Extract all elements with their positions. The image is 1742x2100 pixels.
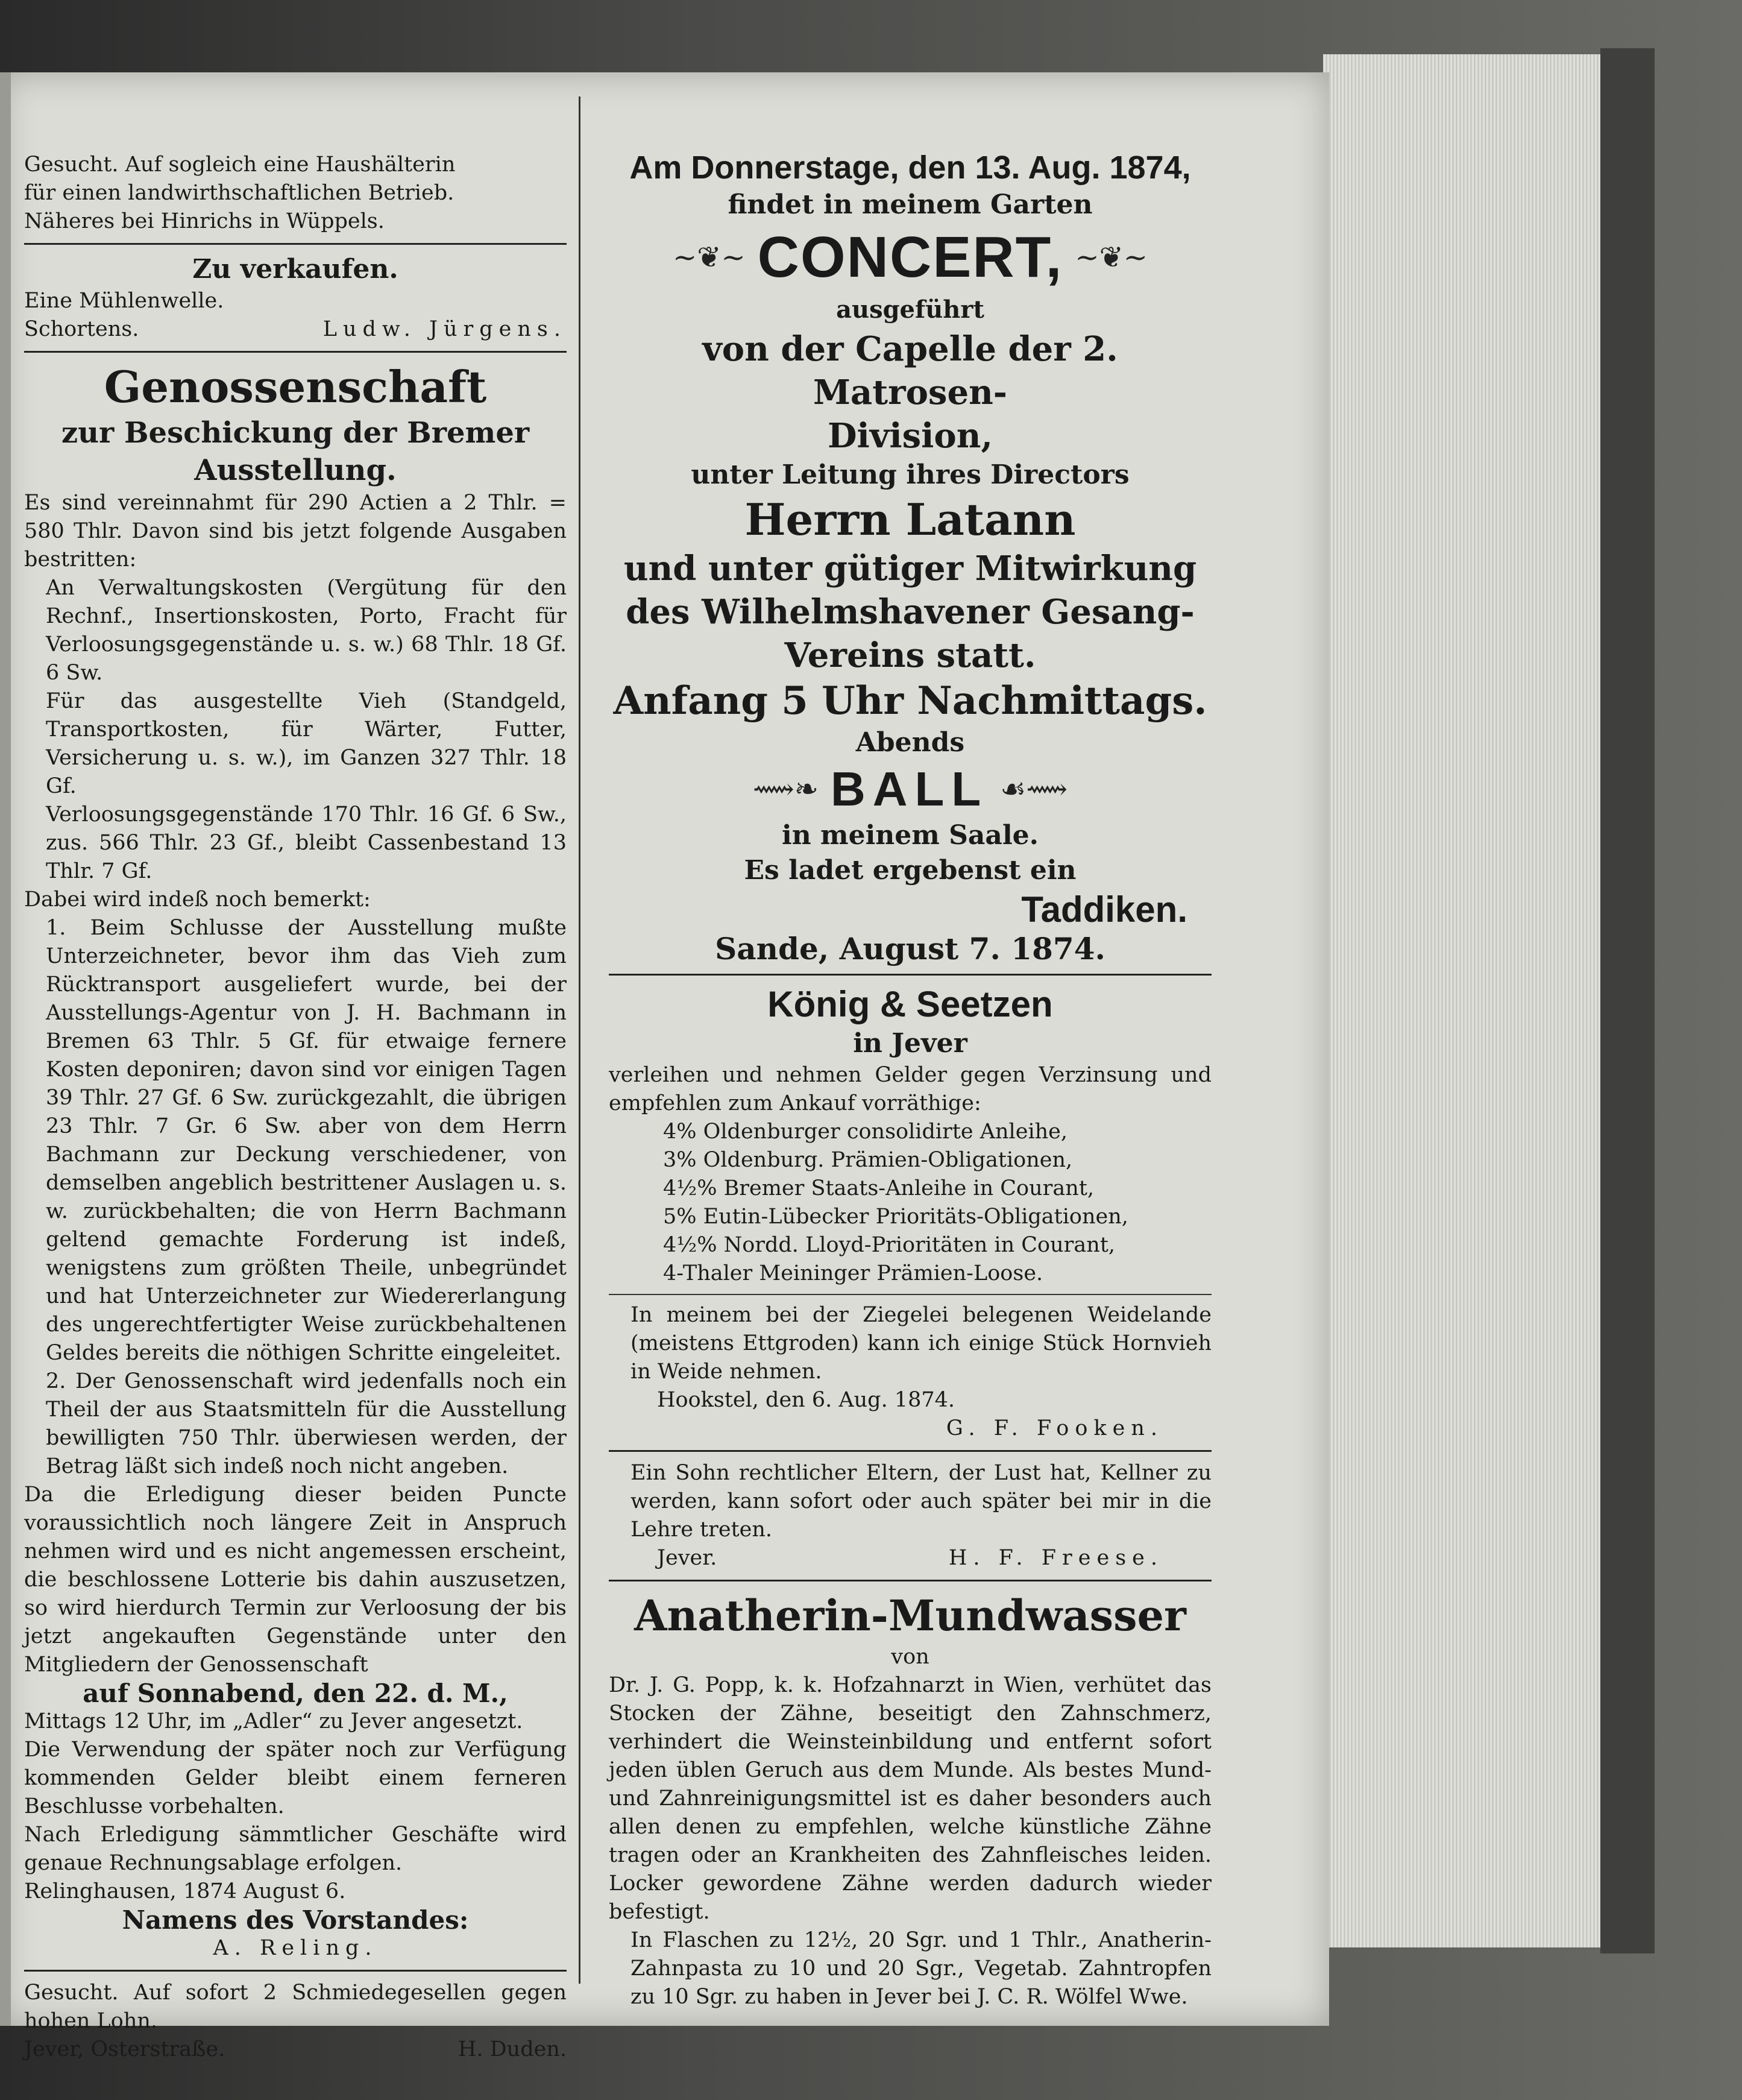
signature: H. Duden.: [458, 2037, 567, 2061]
paragraph: Es sind vereinnahmt für 290 Actien a 2 Thlr. = 580 Thlr. Davon sind bis jetzt folgende Ausgaben bestritten:: [24, 491, 567, 572]
paragraph: Die Verwendung der später noch zur Verfügung kommenden Gelder bleibt einem ferneren Beschlusse vorbehalten.: [24, 1738, 567, 1818]
ad-concert: [609, 148, 1212, 966]
ad-heading: König & Seetzen: [767, 984, 1053, 1024]
text-line: Gesucht. Auf sofort 2 Schmiedegesellen gegen hohen Lohn.: [24, 1981, 567, 2033]
book-page-edges: [1323, 54, 1604, 1947]
paragraph: Dabei wird indeß noch bemerkt:: [24, 888, 371, 912]
list-item: 4½% Bremer Staats-Anleihe in Courant,: [663, 1176, 1095, 1200]
ornament-right-icon: ☙⟿: [1000, 772, 1068, 806]
text-line: Gesucht. Auf sogleich eine Haushälterin: [24, 153, 456, 177]
paragraph: Dr. J. G. Popp, k. k. Hofzahnarzt in Wien, verhütet das Stocken der Zähne, beseitigt den Zahnschmerz, verhindert die Weinsteinbildung und entfernt sofort jeden üblen Geruch aus dem Munde. Als bestes Mund- und Zahnreinigungsmittel ist es daher besonders auch allen denen zu empfehlen, welche künstliche Zähne tragen oder an Krankheiten des Zahnfleisches leiden. Locker gewordene Zähne werden dadurch wieder befestigt.: [609, 1673, 1212, 1924]
list-item: 4½% Nordd. Lloyd-Prioritäten in Courant,: [663, 1233, 1116, 1257]
ad-heading: Genossenschaft: [104, 361, 487, 412]
text-line: ausgeführt: [836, 295, 984, 324]
text-line: von der Capelle der 2. Matrosen-: [702, 329, 1118, 412]
concert-banner: [609, 222, 1212, 292]
ad-subheading: in Jever: [853, 1028, 967, 1059]
paragraph: Verloosungsgegenstände 170 Thlr. 16 Gf. 6 Sw., zus. 566 Thlr. 23 Gf., bleibt Cassenbestand 13 Thlr. 7 Gf.: [46, 802, 567, 883]
paragraph: 2. Der Genossenschaft wird jedenfalls noch ein Theil der aus Staatsmitteln für die Ausstellung bewilligten 750 Thlr. überwiesen werden, der Betrag läßt sich indeß noch nicht angeben.: [46, 1369, 567, 1478]
ornament-left-icon: ~❦~: [673, 241, 746, 274]
start-time: Anfang 5 Uhr Nachmittags.: [613, 678, 1207, 724]
signature: H. F. Freese.: [948, 1546, 1163, 1570]
list-item: 5% Eutin-Lübecker Prioritäts-Obligationen,: [663, 1205, 1128, 1229]
column-divider: [579, 96, 580, 1984]
paragraph: verleihen und nehmen Gelder gegen Verzinsung und empfehlen zum Ankauf vorräthige:: [609, 1063, 1212, 1115]
ad-gesucht-schmiedegesellen: [24, 1979, 567, 2064]
text-line: Division,: [827, 416, 993, 456]
divider: [609, 1294, 1212, 1295]
signature: Taddiken.: [1021, 889, 1187, 930]
paragraph: Relinghausen, 1874 August 6.: [24, 1879, 346, 1903]
page-gutter: [0, 72, 11, 2026]
text-line: Vereins statt.: [784, 635, 1036, 675]
divider: [609, 1450, 1212, 1452]
ad-genossenschaft: [24, 360, 567, 1963]
list-item: 4% Oldenburger consolidirte Anleihe,: [663, 1120, 1068, 1144]
newspaper-page: [0, 72, 1329, 2061]
paragraph: 1. Beim Schlusse der Ausstellung mußte Unterzeichneter, bevor ihm das Vieh zum Rücktransport ausgeliefert wurde, bei der Ausstellungs-Agentur von J. H. Bachmann in Bremen 63 Thlr. 5 Gf. für etwaige fernere Kosten deponiren; davon sind vor einigen Tagen 39 Thlr. 27 Gf. 6 Sw. zurückgezahlt, die übrigen 23 Thlr. 7 Gr. 6 Sw. aber von dem Herrn Bachmann zur Deckung verschiedener, von demselben angeblich bestrittener Auslagen u. s. w. zurückbehalten; die von Herrn Bachmann geltend gemachte Forderung ist indeß, wenigstens zum größten Theile, unbegründet und hat Unterzeichneter zur Wiedererlangung des ungerechtfertigter Weise zurückbehaltenen Geldes bereits die nöthigen Schritte eingeleitet.: [46, 916, 567, 1365]
signature: Ludw. Jürgens.: [322, 317, 567, 341]
ad-weide: [609, 1301, 1212, 1443]
meeting-date: auf Sonnabend, den 22. d. M.,: [83, 1679, 508, 1708]
paragraph: Nach Erledigung sämmtlicher Geschäfte wird genaue Rechnungsablage erfolgen.: [24, 1823, 567, 1875]
concert-title: CONCERT,: [757, 225, 1063, 289]
text-line: des Wilhelmshavener Gesang-: [626, 592, 1195, 632]
director-name: Herrn Latann: [744, 494, 1076, 545]
text-line: und unter gütiger Mitwirkung: [623, 549, 1197, 588]
securities-list: [609, 1118, 1212, 1288]
ad-gesucht-haushaelterin: [24, 151, 567, 236]
event-date: Am Donnerstage, den 13. Aug. 1874,: [629, 150, 1191, 186]
ad-heading: Zu verkaufen.: [192, 254, 398, 285]
text-line: von: [891, 1645, 929, 1669]
paragraph: Für das ausgestellte Vieh (Standgeld, Transportkosten, für Wärter, Futter, Versicherung u. s. w.), im Ganzen 327 Thlr. 18 Gf.: [46, 689, 567, 798]
ball-banner: [609, 760, 1212, 818]
text-line: Eine Mühlenwelle.: [24, 289, 224, 313]
ornament-right-icon: ~❦~: [1075, 241, 1148, 274]
ornament-left-icon: ⟿❧: [752, 772, 819, 806]
paragraph: An Verwaltungskosten (Vergütung für den Rechnf., Insertionskosten, Porto, Fracht für Verloosungsgegenstände u. s. w.) 68 Thlr. 18 Gf. 6 Sw.: [46, 576, 567, 685]
text-line: für einen landwirthschaftlichen Betrieb.: [24, 181, 454, 205]
place: Jever, Osterstraße.: [24, 2037, 225, 2061]
paragraph: Da die Erledigung dieser beiden Puncte voraussichtlich noch längere Zeit in Anspruch nehmen wird und es nicht angemessen erscheint, die beschlossene Lotterie bis dahin auszusetzen, so wird hierdurch Termin zur Verloosung der bis jetzt angekauften Gegenstände unter den Mitgliedern der Genossenschaft: [24, 1483, 567, 1677]
signature: A. Reling.: [213, 1936, 378, 1960]
paragraph: In meinem bei der Ziegelei belegenen Weidelande (meistens Ettgroden) kann ich einige Stück Hornvieh in Weide nehmen.: [630, 1303, 1212, 1384]
ad-anatherin: [609, 1589, 1212, 2011]
text-line: Näheres bei Hinrichs in Wüppels.: [24, 209, 385, 233]
signature: G. F. Fooken.: [946, 1416, 1163, 1440]
book-cover-edge: [1600, 48, 1655, 1953]
list-item: 4-Thaler Meininger Prämien-Loose.: [663, 1261, 1043, 1285]
text-line: findet in meinem Garten: [728, 189, 1093, 220]
ad-heading: Anatherin-Mundwasser: [634, 1591, 1186, 1641]
text-line: Abends: [855, 727, 965, 758]
divider: [609, 974, 1212, 976]
ball-title: BALL: [830, 762, 989, 816]
text-line: Es ladet ergebenst ein: [744, 855, 1077, 886]
ad-subheading: Ausstellung.: [194, 453, 397, 487]
paragraph: In Flaschen zu 12½, 20 Sgr. und 1 Thlr., Anatherin-Zahnpasta zu 10 und 20 Sgr., Vegetab. Zahntropfen zu 10 Sgr. zu haben in Jever bei J. C. R. Wölfel Wwe.: [630, 1928, 1212, 2009]
ad-subheading: zur Beschickung der Bremer: [61, 416, 530, 450]
right-column: [609, 148, 1212, 2011]
divider: [24, 351, 567, 353]
paragraph: Mittags 12 Uhr, im „Adler“ zu Jever angesetzt.: [24, 1709, 523, 1733]
ad-koenig-seetzen: [609, 983, 1212, 1288]
list-item: 3% Oldenburg. Prämien-Obligationen,: [663, 1148, 1073, 1172]
paragraph: Ein Sohn rechtlicher Eltern, der Lust hat, Kellner zu werden, kann sofort oder auch später bei mir in die Lehre treten.: [630, 1461, 1212, 1542]
ad-date: Hookstel, den 6. Aug. 1874.: [657, 1388, 955, 1412]
place: Jever.: [657, 1546, 717, 1570]
text-line: unter Leitung ihres Directors: [691, 459, 1130, 490]
ad-zu-verkaufen: [24, 252, 567, 344]
left-column: [24, 151, 567, 2064]
place: Schortens.: [24, 317, 139, 341]
divider: [24, 243, 567, 245]
ad-kellner: [609, 1459, 1212, 1572]
ad-date: Sande, August 7. 1874.: [715, 931, 1105, 966]
divider: [24, 1970, 567, 1972]
divider: [609, 1580, 1212, 1581]
signature-heading: Namens des Vorstandes:: [122, 1905, 469, 1935]
text-line: in meinem Saale.: [782, 820, 1039, 851]
